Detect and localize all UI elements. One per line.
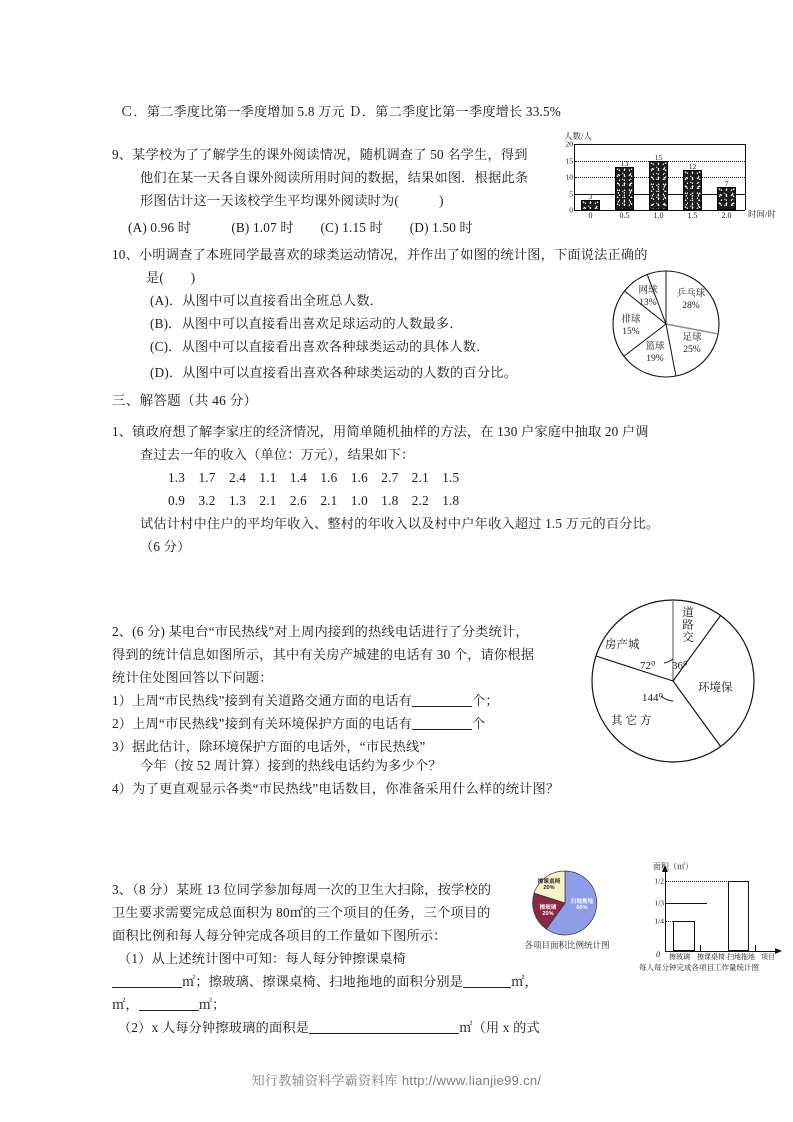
- q2-pie-label-traffic: 道路交: [681, 606, 693, 644]
- q3-chart-caption: 每人每分钟完成各项目工作量统计图: [639, 963, 759, 972]
- q10-pie-chart: [612, 270, 720, 378]
- q3-sub1-text-b: ㎡；擦玻璃、擦课桌椅、扫地拖地的面积分别是: [182, 974, 464, 989]
- q9-ytick-20: 20: [565, 139, 573, 149]
- q3-tick-2: [700, 945, 701, 951]
- q3-leadline-third: [665, 903, 707, 904]
- q3-sub1-text-c: ㎡，: [511, 974, 538, 989]
- q3-chart-x-axis-label: 项目: [761, 953, 775, 961]
- q3-line1: 3、（8 分）某班 13 位同学参加每周一次的卫生大扫除，按学校的: [112, 882, 492, 897]
- q3-bar-sweep: [728, 881, 749, 951]
- q3-pie-chart: [524, 869, 610, 963]
- q1-line4: （6 分）: [140, 539, 191, 554]
- q2-sub2-text-b: 个: [472, 716, 486, 731]
- q3-xtick-desk: 擦课桌椅: [697, 953, 725, 961]
- q9-ytick-10: 10: [565, 172, 573, 182]
- q9-bar-value-4: 7: [724, 178, 729, 188]
- q3-pie-label-sweep-text: 扫地拖地: [570, 899, 594, 905]
- q3-bar-chart: [639, 862, 793, 978]
- q9-bar-1: [615, 159, 634, 220]
- q3-sub1-text-d: ㎡，: [112, 997, 139, 1012]
- q1-data-row-2: 0.9 3.2 1.3 2.1 2.6 2.1 1.0 1.8 2.2 1.8: [168, 493, 460, 508]
- q2-sub2: [112, 712, 485, 735]
- q2-pie-angle-36: 36⁰: [672, 660, 688, 672]
- q10-stem-line2: 是( ): [146, 270, 196, 285]
- q10-pie-label-tennis: [628, 285, 668, 309]
- q3-sub1-line3: [112, 993, 226, 1016]
- q9-stem-line2: 他们在某一天各自课外阅读所用时间的数据，结果如图．根据此条: [140, 170, 529, 185]
- q9-ytick-5: 5: [569, 189, 573, 198]
- q3-blank-1[interactable]: [112, 974, 182, 988]
- q2-sub1-text-a: 1）上周“市民热线”接到有关道路交通方面的电话有: [112, 693, 413, 708]
- q1-data-row-1: 1.3 1.7 2.4 1.1 1.4 1.6 1.6 2.7 2.1 1.5: [168, 470, 460, 485]
- q10-pie-label-volleyball-text: 排球: [621, 315, 641, 325]
- q2-pie-label-environment: 环境保: [698, 682, 733, 694]
- q9-xtick-4: 2.0: [721, 211, 732, 220]
- q3-tick-1: [673, 945, 674, 951]
- footer-watermark: 知行教辅资料学霸资料库 http://www.lianjie99.cn/: [251, 1073, 542, 1088]
- q9-chart-x-axis-label: 时间/时: [748, 209, 776, 219]
- q9-xtick-0: 0: [588, 211, 593, 220]
- q10-pie-value-football: 25%: [683, 345, 701, 355]
- q10-option-c: (C)．从图中可以直接看出喜欢各种球类运动的具体人数．: [150, 339, 490, 354]
- q9-options: (A) 0.96 时 (B) 1.07 时 (C) 1.15 时 (D) 1.50 时: [128, 220, 473, 235]
- q3-chart-y-axis-label: 面积（㎡）: [653, 862, 693, 871]
- q9-ytick-15: 15: [565, 156, 573, 165]
- q2-line3: 统计住处图回答以下问题：: [112, 670, 273, 685]
- q3-blank-2[interactable]: [463, 974, 511, 988]
- q9-bar-0: [581, 192, 600, 220]
- q3-pie-label-desk-text: 擦课桌椅: [537, 879, 561, 885]
- q3-blank-3[interactable]: [139, 997, 199, 1011]
- q9-bar-chart: [550, 132, 785, 230]
- q9-ytick-0: 0: [569, 205, 573, 215]
- q9-bar-4: [717, 178, 736, 220]
- q2-sub2-text-a: 2）上周“市民热线”接到有关环境保护方面的电话有: [112, 716, 413, 731]
- q1-line3: 试估计村中住户的平均年收入、整村的年收入以及村中户年收入超过 1.5 万元的百分比。: [140, 516, 660, 531]
- q3-pie-label-desk: [535, 879, 563, 892]
- q10-stem-line1: 10、小明调查了本班同学最喜欢的球类运动情况，并作出了如图的统计图，下面说法正确的: [112, 247, 648, 262]
- q1-line2: 查过去一年的收入（单位：万元），结果如下：: [140, 447, 415, 462]
- q3-pie-value-glass: 20%: [542, 911, 554, 918]
- q3-line3: 面积比例和每人每分钟完成各项目的工作量如下图所示：: [112, 928, 447, 943]
- q3-blank-4[interactable]: [309, 1020, 459, 1034]
- section3-heading: 三、解答题（共 46 分）: [112, 393, 258, 408]
- q2-sub4: 4）为了更直观显示各类“市民热线”电话数目，你准备采用什么样的统计图？: [112, 781, 560, 796]
- q9-bar-value-2: 15: [654, 152, 663, 162]
- q10-pie-label-basketball: [635, 341, 675, 365]
- q10-option-d: (D)．从图中可以直接看出喜欢各种球类运动的人数的百分比。: [150, 365, 517, 380]
- q2-pie-chart: [588, 597, 758, 765]
- q10-pie-value-pingpong: 28%: [682, 301, 700, 311]
- q10-pie-label-football-text: 足球: [682, 333, 702, 343]
- q2-sub3-line1: 3）据此估计，除环境保护方面的电话外，“市民热线”: [112, 739, 426, 754]
- q3-sub1-line2: [112, 970, 538, 993]
- q3-bar-glass: [673, 921, 695, 951]
- q3-chart-y-axis: [665, 871, 666, 951]
- q10-option-a: (A)．从图中可以直接看出全班总人数．: [150, 293, 384, 308]
- q3-pie-caption: 各项目面积比例统计图: [524, 940, 610, 950]
- q2-pie-label-housing: 房产城: [605, 639, 640, 651]
- q9-chart-plot-area: [565, 139, 745, 220]
- q3-xtick-sweep: 扫地拖地: [727, 953, 755, 961]
- q10-option-b: (B)．从图中可以直接看出喜欢足球运动的人数最多．: [150, 316, 463, 331]
- q8-options-tail: Ｃ．第二季度比第一季度增加 5.8 万元 Ｄ．第二季度比第一季度增长 33.5%: [120, 104, 561, 119]
- q3-sub2-text-a: （2）x 人每分钟擦玻璃的面积是: [118, 1020, 310, 1035]
- q2-pie-angle-72: 72⁰: [640, 660, 656, 672]
- q10-pie-value-tennis: 13%: [639, 298, 657, 308]
- q3-tick-3: [728, 945, 729, 951]
- q9-chart-frame-right: [745, 144, 746, 210]
- q10-pie-label-pingpong: [667, 288, 715, 312]
- q9-bar-value-1: 13: [620, 159, 629, 169]
- q3-sub2-text-b: ㎡（用 x 的式: [459, 1020, 540, 1035]
- q9-stem-line3: 形图估计这一天该校学生平均课外阅读时为( ): [140, 193, 444, 208]
- q3-sub2-line: [118, 1016, 540, 1039]
- q2-line2: 得到的统计信息如图所示，其中有关房产城建的电话有 30 个，请你根据: [112, 647, 535, 662]
- q10-pie-label-pingpong-text: 乒乓球: [676, 289, 706, 299]
- q2-pie-angle-144: 144⁰: [642, 692, 663, 704]
- q3-ytick-half: 1/2: [654, 876, 664, 886]
- q3-pie-label-glass: [535, 905, 561, 918]
- q2-pie-svg: [588, 597, 758, 765]
- q2-pie-label-other: 其它方: [611, 715, 655, 727]
- q3-sub1-line1: （1）从上述统计图中可知：每人每分钟擦课桌椅: [118, 951, 406, 966]
- q2-sub2-answer-blank[interactable]: [412, 716, 472, 730]
- q3-sub1-text-e: ㎡；: [198, 997, 226, 1012]
- q3-pie-value-desk: 20%: [543, 885, 555, 892]
- q3-pie-label-sweep: [567, 899, 597, 912]
- q3-pie-label-glass-text: 擦玻璃: [539, 905, 557, 911]
- q3-ytick-quarter: 1/4: [654, 916, 664, 926]
- q2-sub1-answer-blank[interactable]: [412, 693, 472, 707]
- q9-xtick-1: 0.5: [619, 211, 630, 220]
- q3-line2-real: 卫生要求需要完成总面积为 80㎡的三个项目的任务，三个项目的: [112, 905, 491, 920]
- q9-bar-value-0: 3: [588, 192, 593, 202]
- q3-pie-value-sweep: 60%: [576, 905, 588, 912]
- q9-stem-line1: 9、某学校为了了解学生的课外阅读情况，随机调查了 50 名学生，得到: [112, 147, 528, 162]
- q1-line1: 1、镇政府想了解李家庄的经济情况，用简单随机抽样的方法，在 130 户家庭中抽取 20 户调: [112, 424, 649, 439]
- q9-bar-2: [649, 152, 668, 220]
- q9-bar-value-3: 12: [688, 162, 697, 172]
- q9-bar-3: [683, 162, 702, 220]
- q3-ytick-third: 1/3: [654, 898, 664, 908]
- q9-xtick-2: 1.0: [653, 211, 664, 220]
- q10-pie-value-volleyball: 15%: [622, 327, 640, 337]
- q3-xtick-glass: 擦玻璃: [669, 953, 690, 961]
- q2-line1: 2、(6 分) 某电台“市民热线”对上周内接到的热线电话进行了分类统计，: [112, 624, 529, 639]
- q9-chart-frame-top: [575, 144, 745, 145]
- q3-chart-x-arrow: [775, 948, 782, 954]
- q10-pie-value-basketball: 19%: [646, 354, 664, 364]
- q10-pie-label-volleyball: [611, 314, 651, 338]
- q10-pie-label-tennis-text: 网球: [638, 286, 658, 296]
- q9-chart-y-axis-label: 人数/人: [564, 131, 592, 141]
- q3-tick-4: [755, 945, 756, 951]
- q10-pie-label-football: [670, 332, 714, 356]
- q3-chart-origin-label: 0: [656, 950, 660, 959]
- q2-sub1: [112, 689, 499, 712]
- q2-sub3-line2: 今年（按 52 周计算）接到的热线电话约为多少个？: [140, 758, 442, 773]
- q2-sub1-text-b: 个；: [472, 693, 499, 708]
- q9-xtick-3: 1.5: [687, 211, 698, 220]
- q10-pie-label-basketball-text: 篮球: [645, 342, 665, 352]
